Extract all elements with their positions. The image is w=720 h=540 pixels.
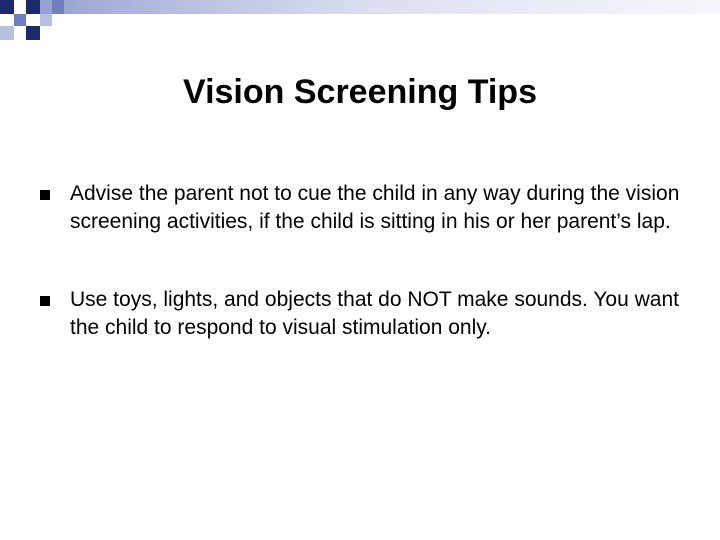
slide-title: Vision Screening Tips	[183, 73, 537, 111]
checkered-header-decoration	[0, 0, 720, 40]
square-bullet-icon	[40, 296, 50, 306]
bullet-text: Use toys, lights, and objects that do NOT make sounds. You want the child to respond to visual stimulation only.	[70, 288, 679, 339]
bullet-text: Advise the parent not to cue the child in any way during the vision screening activities, if the child is sitting in his or her parent’s lap.	[70, 182, 680, 233]
bullet-item	[40, 286, 680, 342]
bullet-list	[40, 180, 680, 392]
square-bullet-icon	[40, 190, 50, 200]
bullet-item	[40, 180, 680, 236]
